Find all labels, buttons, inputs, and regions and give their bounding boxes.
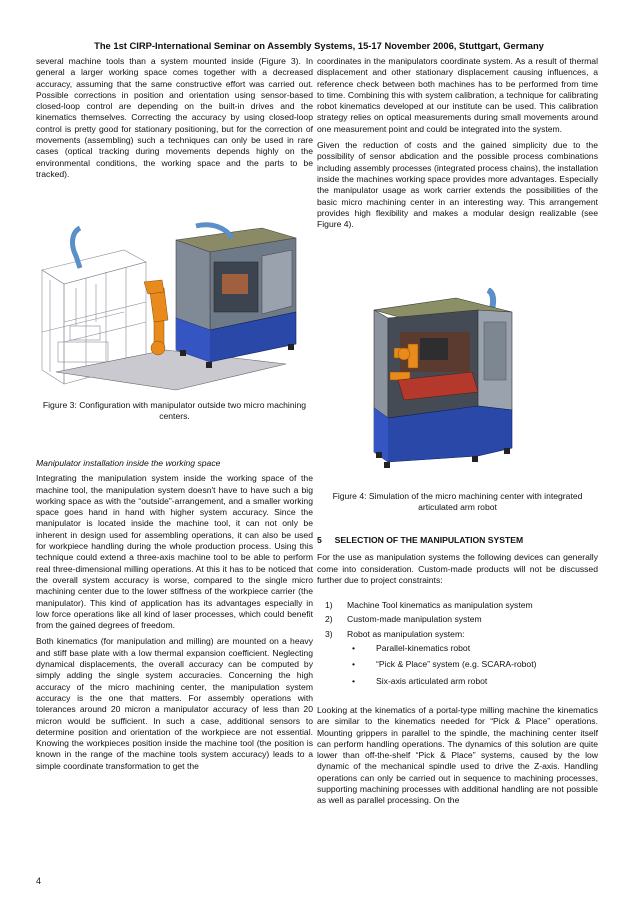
bullet-text: Parallel-kinematics robot xyxy=(376,643,471,654)
bullet-icon: • xyxy=(352,643,356,654)
list-item xyxy=(325,614,598,625)
left-paragraph-1: several machine tools than a system mounted inside (Figure 3). In general a larger working space comes together with a decreased accuracy, assuming that the same constructive effort was carried out. Possible corrections in position and orientation using sensor-based closed-loop control are depending on the built-in drives and the kinematics themselves. Correcting the accuracy by using closed-loop control is pretty good for stationary positioning, but for the correction of movements (assembling) such a techniques can only be used in rare cases (optical tracking during movements depends highly on the environmental conditions, the working space and the parts to be tracked). xyxy=(36,56,313,179)
bullet-list xyxy=(317,643,598,687)
list-item-text: Custom-made manipulation system xyxy=(347,614,482,625)
bullet-item xyxy=(317,643,598,654)
page-number: 4 xyxy=(36,876,42,886)
bullet-text: “Pick & Place” system (e.g. SCARA-robot) xyxy=(376,659,537,670)
subsection-heading: Manipulator installation inside the working space xyxy=(36,458,221,468)
list-item-number: 3) xyxy=(325,628,333,639)
list-item-text: Robot as manipulation system: xyxy=(347,628,465,639)
figure-3-caption: Figure 3: Configuration with manipulator outside two micro machining centers. xyxy=(42,400,307,422)
list-item-number: 2) xyxy=(325,614,333,625)
numbered-list xyxy=(317,600,598,640)
right-paragraph-2: Given the reduction of costs and the gained simplicity due to the possibility of sensor abdication and the possible process combinations including assembly processes (integrated process chains), the installation inside the machines working space provides more advantages. Especially the manipulator usage as work carrier extends the possibilities of the basic micro machining center in an interesting way. This arrangement provides high flexibility and makes a modular design realizable (see Figure 4). xyxy=(317,140,598,230)
list-item-text: Machine Tool kinematics as manipulation system xyxy=(347,600,533,611)
list-item xyxy=(325,600,598,611)
list-item xyxy=(325,629,598,640)
section-5-title: 5 SELECTION OF THE MANIPULATION SYSTEM xyxy=(317,535,524,545)
left-paragraph-2: Integrating the manipulation system inside the working space of the machine tool, the manipulation system doesn't have to have such a big working space as with the “outside”-arrangement, and a smaller working space goes hand in hand with higher system accuracy. Since the manipulator is located inside the machine tool, it can not only be inherent in design used for assembling operations, it can also be used for workpiece handling during the whole production process. Using this technique could extend a three-axis machine tool to be able to perform real three-dimensional milling operations. At this it has to be noticed that the overall system accuracy is worse, compared to the single micro machining center due to the lower stiffness of the workpiece carrier (the manipulator). This kind of application has its advantages especially in low force operations like all kind of laser processes, which could benefit from the gained degrees of freedom. xyxy=(36,473,313,631)
left-column-bottom xyxy=(36,458,313,777)
list-item-number: 1) xyxy=(325,600,333,611)
figure-4-caption: Figure 4: Simulation of the micro machining center with integrated articulated arm robot xyxy=(332,491,583,513)
right-column-top xyxy=(317,56,598,235)
page-header: The 1st CIRP-International Seminar on Assembly Systems, 15-17 November 2006, Stuttgart, Germany xyxy=(94,40,544,51)
figure-3-image xyxy=(36,222,313,397)
bullet-text: Six-axis articulated arm robot xyxy=(376,675,488,686)
right-paragraph-4: Looking at the kinematics of a portal-type milling machine the kinematics are similar to the kinematics needed for “Pick & Place” operations. Mounting grippers in parallel to the spindle, the machining center itself can perform handling operations. The dynamics of this solution are quite lower than off-the-shelf “Pick & Place” systems, caused by the low dynamic of the mechanical spindle used to drive the Z-axis. Handling operations can only be carried out in sequence to machining processes, supporting machining processes with additional handling are not possible as well as parallel processing. On the xyxy=(317,704,598,806)
bullet-item xyxy=(317,676,598,687)
bullet-icon: • xyxy=(352,659,356,670)
right-column-bottom xyxy=(317,535,598,812)
left-paragraph-3: Both kinematics (for manipulation and milling) are mounted on a heavy and stiff base plate with a low thermal expansion coefficient. Neglecting dynamical displacements, the overall accuracy can be computed by simply adding the single system accuracies. Concerning the high accuracy of the micro machining center, the manipulation system accuracy is the one that matters. For assembly operations with tolerances around 20 micron a manipulator accuracy of less than 20 micron would be sufficient. In such a case, additional sensors to determine position and orientation of the workpiece are not essential. Knowing the workpieces position inside the machine tool (the position is known in the range of the machine tools system accuracy) leads to a simple coordinate transformation to get the xyxy=(36,636,313,771)
figure-4-image xyxy=(360,288,545,476)
right-paragraph-1: coordinates in the manipulators coordinate system. As a result of thermal displacement and other stationary displacement causing influences, a reference check between both machines has to be performed from time to time. Combining this with system calibration, a technique for calibrating robot kinematics developed at our institute can be used. This calibration strategy relies on optical measurements during small movements around one measurement point and could be integrated into the system. xyxy=(317,56,598,134)
left-column-top xyxy=(36,56,313,185)
bullet-icon: • xyxy=(352,675,356,686)
bullet-item xyxy=(317,659,598,670)
right-paragraph-3: For the use as manipulation systems the following devices can generally come into consideration. Custom-made products will not be discussed further due to project constraints: xyxy=(317,552,598,585)
